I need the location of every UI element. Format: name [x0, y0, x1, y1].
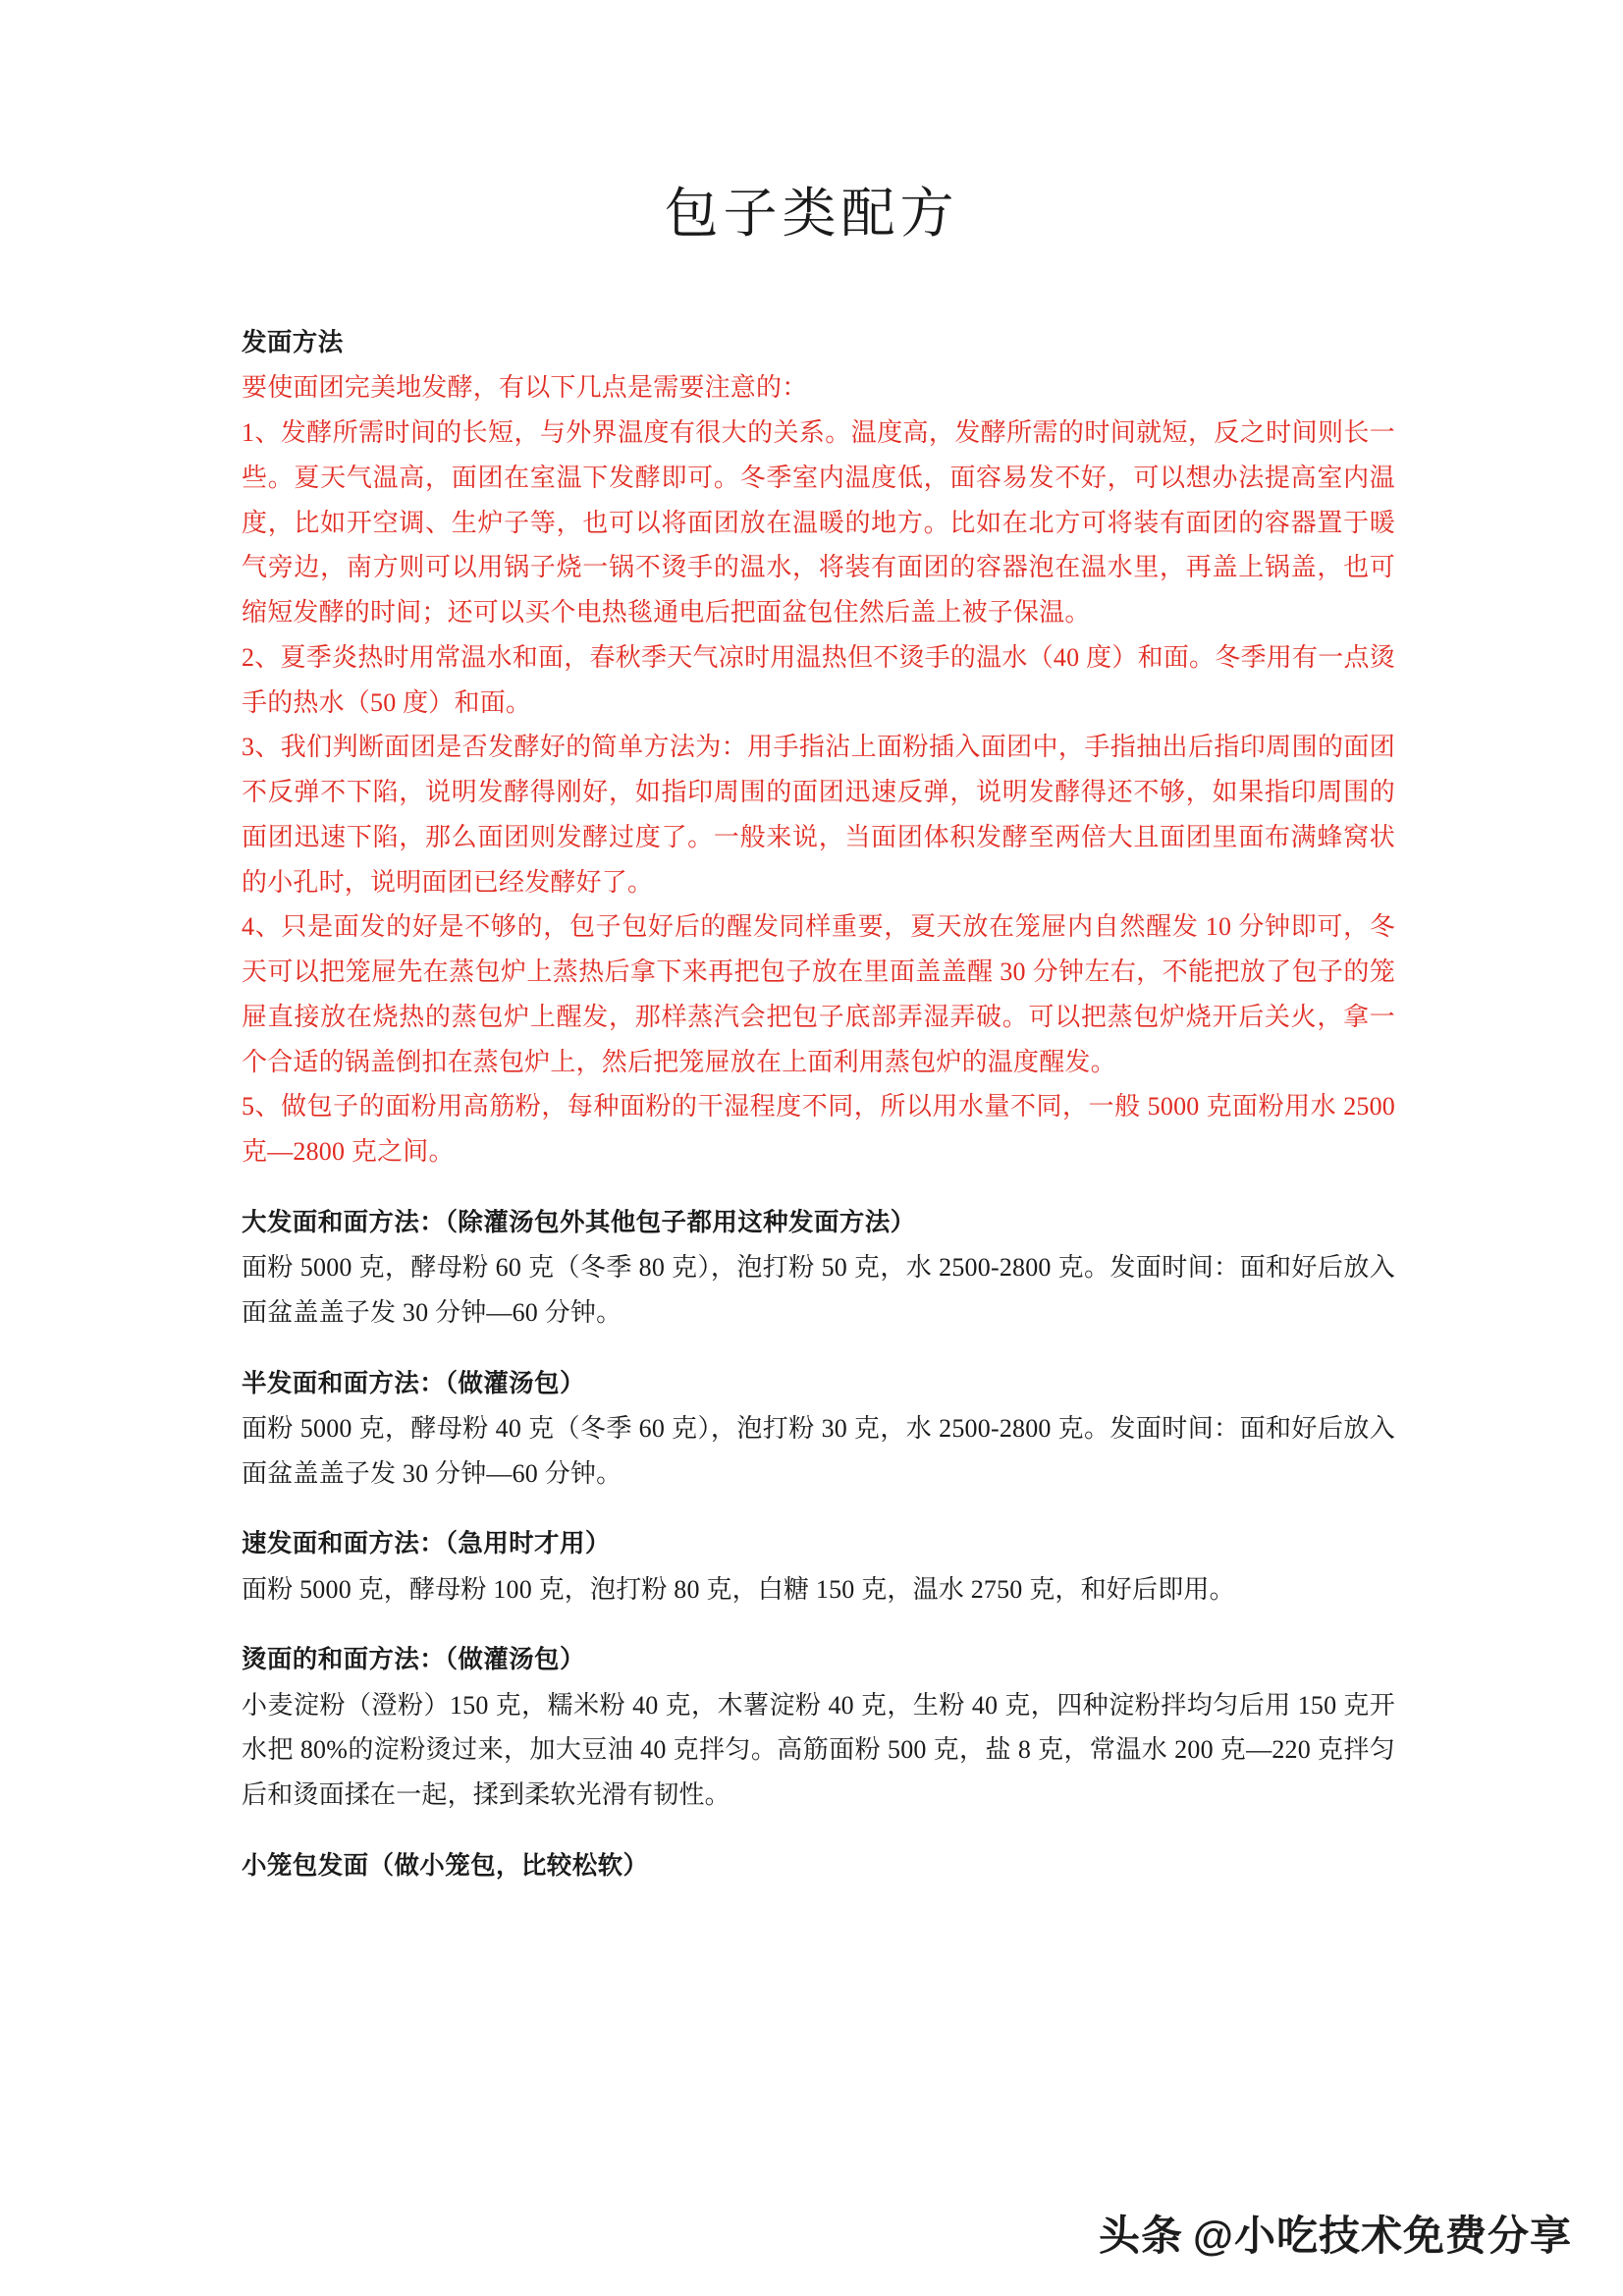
section-heading: 半发面和面方法：（做灌汤包） [242, 1369, 585, 1397]
paragraph: 2、夏季炎热时用常温水和面，春秋季天气凉时用温热但不烫手的温水（40 度）和面。冬季用有一点烫手的热水（50 度）和面。 [242, 642, 1395, 717]
spacer [242, 1496, 1395, 1525]
document-body [242, 324, 1395, 1888]
paragraph: 面粉 5000 克，酵母粉 60 克（冬季 80 克），泡打粉 50 克，水 2500-2800 克。发面时间：面和好后放入面盆盖盖子发 30 分钟—60 分钟。 [242, 1253, 1395, 1327]
paragraph: 面粉 5000 克，酵母粉 100 克，泡打粉 80 克，白糖 150 克，温水 2750 克，和好后即用。 [242, 1574, 1235, 1604]
section-quick-fermentation-dough-method [242, 1525, 1395, 1612]
section-heading: 小笼包发面（做小笼包，比较松软） [242, 1851, 649, 1880]
spacer [242, 1175, 1395, 1204]
section-half-fermentation-dough-method [242, 1365, 1395, 1497]
section-heading: 大发面和面方法：（除灌汤包外其他包子都用这种发面方法） [242, 1208, 916, 1236]
paragraph: 小麦淀粉（澄粉）150 克，糯米粉 40 克，木薯淀粉 40 克，生粉 40 克，四种淀粉拌均匀后用 150 克开水把 80%的淀粉烫过来，加大豆油 40 克拌匀。高筋面粉 500 克，盐 8 克，常温水 200 克—220 克拌匀后和烫面揉在一起，揉到柔软光滑有韧性。 [242, 1690, 1395, 1809]
paragraph: 1、发酵所需时间的长短，与外界温度有很大的关系。温度高，发酵所需的时间就短，反之时间则长一些。夏天气温高，面团在室温下发酵即可。冬季室内温度低，面容易发不好，可以想办法提高室内温度，比如开空调、生炉子等，也可以将面团放在温暖的地方。比如在北方可将装有面团的容器置于暖气旁边，南方则可以用锅子烧一锅不烫手的温水，将装有面团的容器泡在温水里，再盖上锅盖，也可缩短发酵的时间；还可以买个电热毯通电后把面盆包住然后盖上被子保温。 [242, 418, 1395, 627]
section-xiaolongbao-fermentation [242, 1847, 1395, 1885]
page-title: 包子类配方 [664, 184, 959, 244]
watermark-handle: @小吃技术免费分享 [1193, 2213, 1572, 2259]
spacer [242, 1818, 1395, 1847]
watermark [1099, 2204, 1572, 2263]
paragraph: 面粉 5000 克，酵母粉 40 克（冬季 60 克），泡打粉 30 克，水 2500-2800 克。发面时间：面和好后放入面盆盖盖子发 30 分钟—60 分钟。 [242, 1413, 1395, 1488]
section-heading: 发面方法 [242, 329, 344, 356]
spacer [242, 1336, 1395, 1365]
paragraph: 4、只是面发的好是不够的，包子包好后的醒发同样重要，夏天放在笼屉内自然醒发 10 分钟即可，冬天可以把笼屉先在蒸包炉上蒸热后拿下来再把包子放在里面盖盖醒 30 分钟左右，不能把放了包子的笼屉直接放在烧热的蒸包炉上醒发，那样蒸汽会把包子底部弄湿弄破。可以把蒸包炉烧开后关火，拿一个合适的锅盖倒扣在蒸包炉上，然后把笼屉放在上面利用蒸包炉的温度醒发。 [242, 912, 1395, 1076]
paragraph: 要使面团完美地发酵，有以下几点是需要注意的： [242, 373, 808, 403]
section-heading: 速发面和面方法：（急用时才用） [242, 1530, 611, 1558]
section-scalded-dough-method [242, 1641, 1395, 1818]
section-big-fermentation-dough-method [242, 1204, 1395, 1336]
paragraph: 5、做包子的面粉用高筋粉，每种面粉的干湿程度不同，所以用水量不同，一般 5000 克面粉用水 2500 克—2800 克之间。 [242, 1092, 1395, 1166]
paragraph: 3、我们判断面团是否发酵好的简单方法为：用手指沾上面粉插入面团中，手指抽出后指印周围的面团不反弹不下陷，说明发酵得刚好，如指印周围的面团迅速反弹，说明发酵得还不够，如果指印周围的面团迅速下陷，那么面团则发酵过度了。一般来说，当面团体积发酵至两倍大且面团里面布满蜂窝状的小孔时，说明面团已经发酵好了。 [242, 733, 1395, 897]
section-heading: 烫面的和面方法：（做灌汤包） [242, 1646, 585, 1674]
section-fermentation-method [242, 324, 1395, 1175]
watermark-brand: 头条 [1099, 2213, 1184, 2259]
spacer [242, 1612, 1395, 1641]
